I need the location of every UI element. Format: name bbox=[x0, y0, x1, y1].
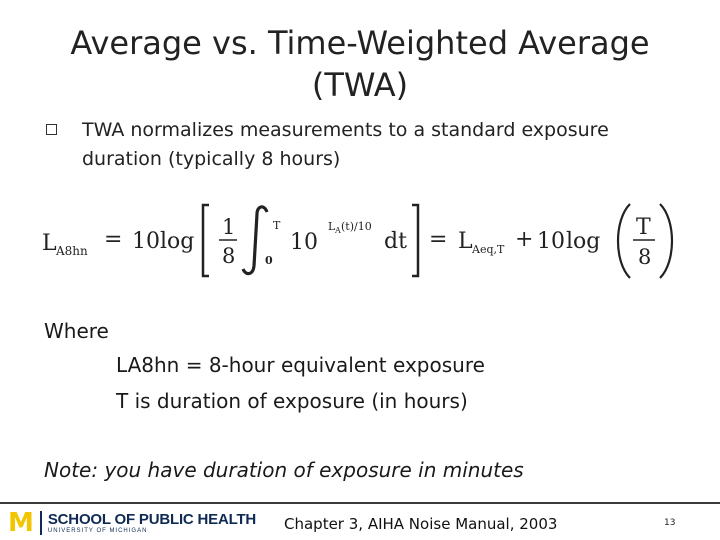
square-bullet-icon bbox=[46, 124, 57, 135]
right-bracket bbox=[412, 205, 418, 276]
formula-plus: + bbox=[515, 227, 534, 252]
left-paren bbox=[618, 204, 630, 278]
formula-ten-2: 10 bbox=[537, 229, 565, 254]
formula-exp-power: L bbox=[328, 220, 336, 233]
formula-integral-upper: T bbox=[273, 219, 281, 232]
bullet-text: TWA normalizes measurements to a standard exposure duration (typically 8 hours) bbox=[82, 119, 609, 170]
note-text: Note: you have duration of exposure in minutes bbox=[44, 458, 524, 482]
footer-divider bbox=[0, 502, 720, 504]
slide-title-line-1: Average vs. Time-Weighted Average bbox=[70, 24, 650, 62]
source-credit: Chapter 3, AIHA Noise Manual, 2003 bbox=[284, 515, 558, 533]
formula-ten-1: 10 bbox=[132, 229, 160, 254]
definition-la8hn: LA8hn = 8-hour equivalent exposure bbox=[116, 353, 485, 377]
logo-divider bbox=[40, 511, 42, 535]
formula-frac1-numerator: 1 bbox=[222, 215, 236, 239]
formula-equals-1: = bbox=[104, 227, 123, 252]
formula-exp-power-subscript: A bbox=[335, 226, 341, 235]
formula-frac1-denominator: 8 bbox=[222, 244, 236, 268]
logo-wordmark bbox=[48, 512, 256, 535]
logo-subname: UNIVERSITY OF MICHIGAN bbox=[47, 527, 148, 534]
formula-laeq-symbol: L bbox=[458, 229, 473, 254]
where-label: Where bbox=[44, 319, 109, 343]
slide-title-line-2: (TWA) bbox=[311, 66, 409, 104]
formula-frac2-denominator: 8 bbox=[638, 245, 652, 269]
block-m-icon: M bbox=[8, 508, 34, 538]
page-number: 13 bbox=[664, 518, 676, 528]
formula-exp-base: 10 bbox=[290, 230, 318, 255]
right-paren bbox=[660, 204, 672, 278]
formula-log-2: log bbox=[566, 229, 601, 254]
slide-title bbox=[40, 22, 680, 106]
formula-frac2-numerator: T bbox=[636, 215, 651, 240]
definition-t: T is duration of exposure (in hours) bbox=[116, 389, 468, 413]
formula-log-1: log bbox=[160, 229, 195, 254]
formula-dt: dt bbox=[384, 229, 407, 254]
formula-equals-2: = bbox=[429, 227, 448, 252]
formula-laeq-subscript: Aeq,T bbox=[472, 243, 505, 256]
logo-name: SCHOOL OF PUBLIC HEALTH bbox=[47, 510, 257, 528]
formula-lhs-symbol: L bbox=[42, 231, 57, 256]
twa-formula bbox=[38, 200, 678, 284]
school-of-public-health-logo bbox=[8, 510, 256, 536]
formula-lhs-subscript: A8hn bbox=[56, 244, 88, 258]
formula-exp-power-rest: (t)/10 bbox=[341, 220, 372, 233]
formula-integral-lower: 0 bbox=[265, 254, 273, 267]
integral-icon bbox=[243, 207, 267, 274]
left-bracket bbox=[203, 205, 209, 276]
